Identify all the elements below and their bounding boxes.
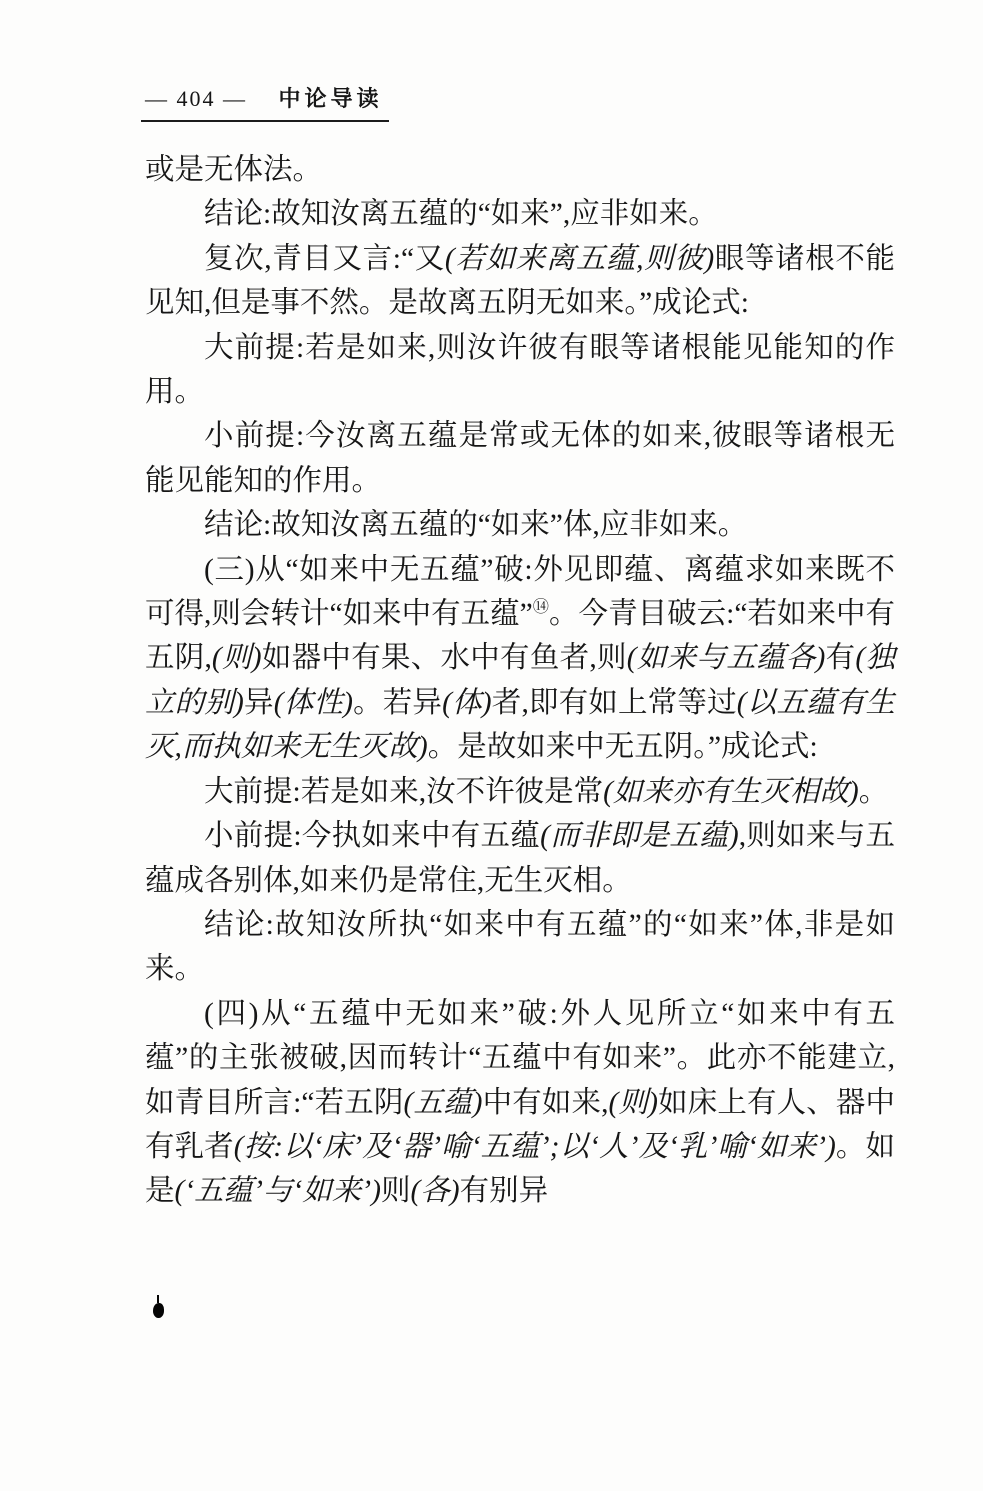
paragraph (145, 192, 895, 236)
text-segment: 有别异 (459, 1175, 549, 1208)
text-segment: 。如是 (145, 1130, 895, 1208)
text-segment: (独立的别) (145, 642, 895, 719)
text-segment: 如床上有人、器中有乳者 (145, 1086, 895, 1163)
text-segment: 或是无体法。 (145, 154, 323, 186)
text-segment: (按:以‘床’及‘器’喻‘五蕴’;以‘人’及‘乳’喻‘如来’) (233, 1130, 836, 1163)
ink-blot (153, 1303, 164, 1318)
text-segment: 。是故如来中无五阴。”成论式: (427, 731, 818, 764)
text-body (145, 148, 895, 1214)
text-segment: 小前提:今执如来中有五蕴 (204, 820, 541, 853)
paragraph (145, 548, 895, 770)
text-segment: (五蕴) (403, 1086, 483, 1119)
paragraph (145, 503, 895, 547)
book-title: 中论导读 (278, 86, 383, 111)
text-segment: 。若异 (352, 686, 443, 719)
footnote-marker: ⑭ (532, 598, 550, 617)
text-segment: (三)从“如来中无五蕴”破:外见即蕴、离蕴求如来既不可得,则会转计“如来中有五蕴” (145, 553, 895, 631)
paragraph (145, 903, 895, 992)
text-segment: 如器中有果、水中有鱼者,则 (261, 642, 627, 675)
text-segment: 。 (858, 775, 889, 808)
text-segment: (四)从“五蕴中无如来”破:外人见所立“如来中有五蕴”的主张被破,因而转计“五蕴中有如来”。此亦不能建立,如青目所言:“若五阴 (145, 997, 895, 1119)
text-segment: (各) (410, 1175, 460, 1208)
text-segment: 大前提:若是如来,则汝许彼有眼等诸根能见能知的作用。 (145, 331, 895, 409)
paragraph (145, 326, 895, 415)
text-segment: (‘五蕴’与‘如来’) (174, 1175, 381, 1208)
text-segment: (则) (608, 1086, 658, 1119)
text-segment: 中有如来, (482, 1086, 609, 1119)
text-segment: 则 (380, 1175, 411, 1208)
text-segment: 。今青目破云:“若如来中有五阴, (145, 598, 895, 675)
text-segment: 结论:故知汝离五蕴的“如来”,应非如来。 (204, 198, 718, 231)
paragraph (145, 992, 895, 1214)
text-segment: (则) (211, 642, 262, 675)
text-segment: (若如来离五蕴,则彼) (444, 242, 715, 275)
text-segment: (如来与五蕴各) (626, 642, 826, 675)
text-segment: 大前提:若是如来,汝不许彼是常 (204, 775, 604, 808)
paragraph (145, 237, 895, 326)
page-number: — 404 — (145, 86, 247, 111)
text-segment: 小前提:今汝离五蕴是常或无体的如来,彼眼等诸根无能见能知的作用。 (145, 420, 895, 497)
text-segment: ,则如来与五蕴成各别体,如来仍是常住,无生灭相。 (145, 820, 895, 897)
paragraph (145, 148, 895, 192)
paragraph (145, 414, 895, 503)
text-segment: 者,即有如上常等过 (491, 686, 737, 719)
text-segment: 结论:故知汝所执“如来中有五蕴”的“如来”体,非是如来。 (145, 908, 895, 986)
text-segment: (而非即是五蕴) (540, 820, 739, 853)
text-segment: 有 (825, 642, 856, 675)
text-segment: 异 (243, 686, 274, 719)
text-segment: (体性) (273, 686, 353, 719)
text-segment: (如来亦有生灭相故) (603, 775, 859, 808)
text-segment: (以五蕴有生灭,而执如来无生灭故) (145, 686, 895, 764)
text-segment: 眼等诸根不能见知,但是事不然。是故离五阴无如来。”成论式: (145, 242, 895, 320)
text-segment: (体) (442, 686, 492, 719)
text-segment: 结论:故知汝离五蕴的“如来”体,应非如来。 (204, 509, 748, 542)
paragraph (145, 814, 895, 903)
page-header (141, 82, 389, 122)
paragraph (145, 770, 895, 814)
text-segment: 复次,青目又言:“又 (204, 242, 445, 275)
